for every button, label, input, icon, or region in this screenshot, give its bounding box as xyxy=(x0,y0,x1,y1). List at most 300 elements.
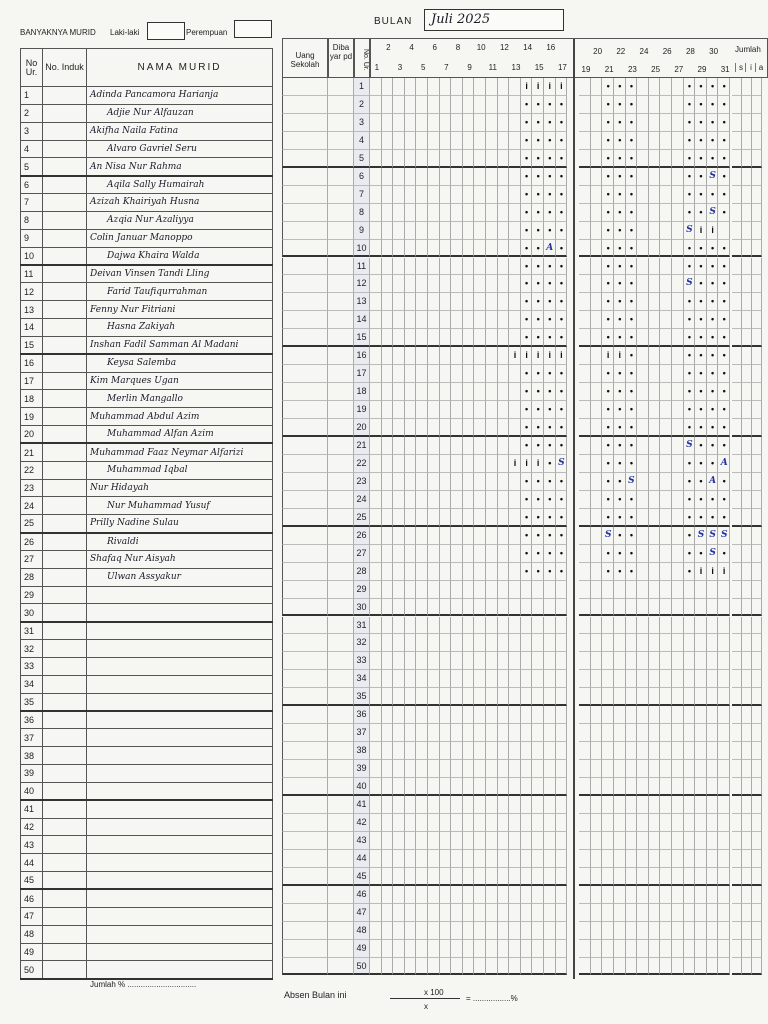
attendance-cell[interactable] xyxy=(474,329,486,347)
attendance-cell[interactable] xyxy=(428,204,440,222)
jumlah-cell[interactable] xyxy=(742,329,752,347)
attendance-cell[interactable] xyxy=(393,311,405,329)
uang-sekolah-cell[interactable] xyxy=(282,240,328,258)
attendance-cell[interactable] xyxy=(579,706,591,724)
attendance-cell[interactable] xyxy=(591,401,603,419)
attendance-cell[interactable] xyxy=(428,78,440,96)
attendance-cell[interactable] xyxy=(532,688,544,706)
attendance-cell[interactable] xyxy=(451,886,463,904)
attendance-cell[interactable] xyxy=(463,114,475,132)
attendance-cell[interactable] xyxy=(660,886,672,904)
attendance-cell[interactable] xyxy=(370,455,382,473)
attendance-cell[interactable] xyxy=(672,670,684,688)
attendance-cell[interactable] xyxy=(591,240,603,258)
attendance-cell[interactable] xyxy=(370,491,382,509)
attendance-cell[interactable] xyxy=(532,581,544,599)
attendance-cell[interactable] xyxy=(544,940,556,958)
attendance-cell[interactable] xyxy=(591,150,603,168)
attendance-cell[interactable] xyxy=(463,132,475,150)
attendance-cell[interactable] xyxy=(370,96,382,114)
student-name[interactable]: Prilly Nadine Sulau xyxy=(87,515,273,533)
attendance-cell[interactable] xyxy=(649,78,661,96)
attendance-cell[interactable] xyxy=(591,114,603,132)
attendance-cell[interactable] xyxy=(614,886,626,904)
dibayar-cell[interactable] xyxy=(328,114,354,132)
attendance-cell[interactable] xyxy=(591,617,603,635)
attendance-cell[interactable] xyxy=(486,868,498,886)
attendance-cell[interactable] xyxy=(451,796,463,814)
attendance-cell[interactable] xyxy=(718,706,730,724)
jumlah-cell[interactable] xyxy=(732,329,742,347)
attendance-cell[interactable] xyxy=(463,922,475,940)
attendance-cell[interactable] xyxy=(602,724,614,742)
attendance-cell[interactable] xyxy=(660,814,672,832)
attendance-cell[interactable] xyxy=(498,222,510,240)
attendance-cell[interactable] xyxy=(440,778,452,796)
attendance-cell[interactable] xyxy=(428,832,440,850)
attendance-cell[interactable] xyxy=(695,922,707,940)
attendance-cell[interactable] xyxy=(486,940,498,958)
attendance-cell[interactable] xyxy=(428,491,440,509)
attendance-cell[interactable] xyxy=(474,293,486,311)
no-induk-cell[interactable] xyxy=(43,479,87,497)
student-name[interactable] xyxy=(87,729,273,747)
dibayar-cell[interactable] xyxy=(328,527,354,545)
attendance-cell[interactable] xyxy=(672,275,684,293)
attendance-cell[interactable] xyxy=(474,222,486,240)
attendance-cell[interactable] xyxy=(370,563,382,581)
attendance-cell[interactable] xyxy=(684,832,696,850)
attendance-cell[interactable] xyxy=(591,365,603,383)
attendance-cell[interactable] xyxy=(660,150,672,168)
attendance-cell[interactable] xyxy=(486,509,498,527)
attendance-cell[interactable] xyxy=(672,922,684,940)
attendance-cell[interactable] xyxy=(637,204,649,222)
attendance-cell[interactable] xyxy=(405,599,417,617)
attendance-cell[interactable] xyxy=(416,688,428,706)
jumlah-cell[interactable] xyxy=(742,437,752,455)
attendance-cell[interactable] xyxy=(591,96,603,114)
attendance-cell[interactable] xyxy=(498,240,510,258)
attendance-cell[interactable] xyxy=(672,617,684,635)
attendance-cell[interactable] xyxy=(718,922,730,940)
uang-sekolah-cell[interactable] xyxy=(282,670,328,688)
attendance-cell[interactable] xyxy=(428,150,440,168)
attendance-cell[interactable] xyxy=(509,437,521,455)
jumlah-cell[interactable] xyxy=(732,401,742,419)
uang-sekolah-cell[interactable] xyxy=(282,455,328,473)
attendance-cell[interactable] xyxy=(509,419,521,437)
attendance-cell[interactable] xyxy=(382,96,394,114)
attendance-cell[interactable] xyxy=(486,401,498,419)
attendance-cell[interactable] xyxy=(451,311,463,329)
attendance-cell[interactable] xyxy=(532,724,544,742)
jumlah-cell[interactable] xyxy=(732,150,742,168)
attendance-cell[interactable] xyxy=(637,96,649,114)
attendance-cell[interactable] xyxy=(463,886,475,904)
attendance-cell[interactable] xyxy=(660,581,672,599)
attendance-cell[interactable] xyxy=(521,599,533,617)
attendance-cell[interactable] xyxy=(556,617,568,635)
jumlah-cell[interactable] xyxy=(752,563,762,581)
uang-sekolah-cell[interactable] xyxy=(282,742,328,760)
jumlah-cell[interactable] xyxy=(732,688,742,706)
attendance-cell[interactable] xyxy=(707,760,719,778)
attendance-cell[interactable] xyxy=(382,886,394,904)
attendance-cell[interactable] xyxy=(498,958,510,976)
attendance-cell[interactable] xyxy=(370,293,382,311)
attendance-cell[interactable] xyxy=(521,958,533,976)
attendance-cell[interactable] xyxy=(393,401,405,419)
attendance-cell[interactable] xyxy=(509,96,521,114)
uang-sekolah-cell[interactable] xyxy=(282,78,328,96)
attendance-cell[interactable] xyxy=(602,904,614,922)
attendance-cell[interactable] xyxy=(637,617,649,635)
attendance-cell[interactable] xyxy=(463,96,475,114)
jumlah-cell[interactable] xyxy=(752,724,762,742)
attendance-cell[interactable] xyxy=(556,652,568,670)
attendance-cell[interactable] xyxy=(532,706,544,724)
attendance-cell[interactable] xyxy=(556,958,568,976)
attendance-cell[interactable] xyxy=(637,347,649,365)
dibayar-cell[interactable] xyxy=(328,455,354,473)
attendance-cell[interactable] xyxy=(672,455,684,473)
attendance-cell[interactable] xyxy=(579,275,591,293)
attendance-cell[interactable] xyxy=(486,455,498,473)
attendance-cell[interactable] xyxy=(649,383,661,401)
attendance-cell[interactable] xyxy=(451,670,463,688)
attendance-cell[interactable] xyxy=(509,258,521,276)
attendance-cell[interactable] xyxy=(544,850,556,868)
attendance-cell[interactable] xyxy=(474,724,486,742)
attendance-cell[interactable] xyxy=(591,778,603,796)
attendance-cell[interactable] xyxy=(509,850,521,868)
attendance-cell[interactable] xyxy=(660,599,672,617)
no-induk-cell[interactable] xyxy=(43,533,87,551)
attendance-cell[interactable] xyxy=(556,922,568,940)
attendance-cell[interactable] xyxy=(532,832,544,850)
attendance-cell[interactable] xyxy=(672,832,684,850)
attendance-cell[interactable] xyxy=(498,886,510,904)
attendance-cell[interactable] xyxy=(695,850,707,868)
attendance-cell[interactable] xyxy=(440,509,452,527)
attendance-cell[interactable] xyxy=(591,688,603,706)
attendance-cell[interactable] xyxy=(428,455,440,473)
no-induk-cell[interactable] xyxy=(43,443,87,461)
attendance-cell[interactable] xyxy=(498,670,510,688)
attendance-cell[interactable] xyxy=(579,240,591,258)
attendance-cell[interactable] xyxy=(498,437,510,455)
no-induk-cell[interactable] xyxy=(43,872,87,890)
jumlah-cell[interactable] xyxy=(742,204,752,222)
attendance-cell[interactable] xyxy=(579,258,591,276)
attendance-cell[interactable] xyxy=(440,868,452,886)
student-name[interactable]: Colin Januar Manoppo xyxy=(87,229,273,247)
attendance-cell[interactable] xyxy=(405,293,417,311)
attendance-cell[interactable] xyxy=(382,581,394,599)
attendance-cell[interactable] xyxy=(440,940,452,958)
attendance-cell[interactable] xyxy=(370,311,382,329)
attendance-cell[interactable] xyxy=(405,365,417,383)
attendance-cell[interactable] xyxy=(660,563,672,581)
attendance-cell[interactable] xyxy=(684,796,696,814)
attendance-cell[interactable] xyxy=(498,204,510,222)
attendance-cell[interactable] xyxy=(614,814,626,832)
attendance-cell[interactable] xyxy=(707,670,719,688)
dibayar-cell[interactable] xyxy=(328,509,354,527)
attendance-cell[interactable] xyxy=(382,401,394,419)
attendance-cell[interactable] xyxy=(382,527,394,545)
attendance-cell[interactable] xyxy=(440,258,452,276)
attendance-cell[interactable] xyxy=(718,617,730,635)
attendance-cell[interactable] xyxy=(532,958,544,976)
dibayar-cell[interactable] xyxy=(328,96,354,114)
attendance-cell[interactable] xyxy=(591,563,603,581)
jumlah-cell[interactable] xyxy=(742,670,752,688)
no-induk-cell[interactable] xyxy=(43,693,87,711)
attendance-cell[interactable] xyxy=(672,419,684,437)
attendance-cell[interactable] xyxy=(416,240,428,258)
attendance-cell[interactable] xyxy=(393,940,405,958)
attendance-cell[interactable] xyxy=(649,940,661,958)
attendance-cell[interactable] xyxy=(707,814,719,832)
jumlah-cell[interactable] xyxy=(752,419,762,437)
attendance-cell[interactable] xyxy=(370,509,382,527)
attendance-cell[interactable] xyxy=(428,652,440,670)
attendance-cell[interactable] xyxy=(637,168,649,186)
no-induk-cell[interactable] xyxy=(43,247,87,265)
attendance-cell[interactable] xyxy=(614,778,626,796)
jumlah-cell[interactable] xyxy=(742,796,752,814)
attendance-cell[interactable] xyxy=(602,652,614,670)
jumlah-cell[interactable] xyxy=(752,760,762,778)
jumlah-cell[interactable] xyxy=(752,814,762,832)
attendance-cell[interactable] xyxy=(544,832,556,850)
attendance-cell[interactable] xyxy=(591,455,603,473)
attendance-cell[interactable] xyxy=(474,742,486,760)
dibayar-cell[interactable] xyxy=(328,670,354,688)
attendance-cell[interactable] xyxy=(405,186,417,204)
attendance-cell[interactable] xyxy=(521,670,533,688)
attendance-cell[interactable] xyxy=(451,778,463,796)
attendance-cell[interactable] xyxy=(498,760,510,778)
no-induk-cell[interactable] xyxy=(43,907,87,925)
attendance-cell[interactable] xyxy=(382,850,394,868)
attendance-cell[interactable] xyxy=(532,760,544,778)
attendance-cell[interactable] xyxy=(695,814,707,832)
attendance-cell[interactable] xyxy=(579,904,591,922)
attendance-cell[interactable] xyxy=(498,509,510,527)
attendance-cell[interactable] xyxy=(637,670,649,688)
attendance-cell[interactable] xyxy=(393,419,405,437)
student-name[interactable]: Fenny Nur Fitriani xyxy=(87,301,273,319)
attendance-cell[interactable] xyxy=(451,581,463,599)
attendance-cell[interactable] xyxy=(614,796,626,814)
student-name[interactable] xyxy=(87,961,273,979)
attendance-cell[interactable] xyxy=(718,796,730,814)
jumlah-cell[interactable] xyxy=(742,886,752,904)
attendance-cell[interactable] xyxy=(556,634,568,652)
attendance-cell[interactable] xyxy=(509,868,521,886)
attendance-cell[interactable] xyxy=(370,940,382,958)
attendance-cell[interactable] xyxy=(509,581,521,599)
attendance-cell[interactable] xyxy=(440,850,452,868)
attendance-cell[interactable] xyxy=(382,455,394,473)
attendance-cell[interactable] xyxy=(498,329,510,347)
attendance-cell[interactable] xyxy=(486,706,498,724)
attendance-cell[interactable] xyxy=(509,222,521,240)
attendance-cell[interactable] xyxy=(660,401,672,419)
attendance-cell[interactable] xyxy=(474,796,486,814)
uang-sekolah-cell[interactable] xyxy=(282,814,328,832)
student-name[interactable]: Aqila Sally Humairah xyxy=(87,176,273,194)
uang-sekolah-cell[interactable] xyxy=(282,652,328,670)
no-induk-cell[interactable] xyxy=(43,461,87,479)
attendance-cell[interactable] xyxy=(405,401,417,419)
attendance-cell[interactable] xyxy=(405,258,417,276)
attendance-cell[interactable] xyxy=(649,634,661,652)
jumlah-cell[interactable] xyxy=(742,455,752,473)
attendance-cell[interactable] xyxy=(498,940,510,958)
uang-sekolah-cell[interactable] xyxy=(282,958,328,976)
jumlah-cell[interactable] xyxy=(742,760,752,778)
attendance-cell[interactable] xyxy=(649,868,661,886)
attendance-cell[interactable] xyxy=(393,599,405,617)
attendance-cell[interactable] xyxy=(544,724,556,742)
attendance-cell[interactable] xyxy=(602,688,614,706)
attendance-cell[interactable] xyxy=(463,904,475,922)
attendance-cell[interactable] xyxy=(451,96,463,114)
attendance-cell[interactable] xyxy=(672,473,684,491)
attendance-cell[interactable] xyxy=(474,850,486,868)
attendance-cell[interactable] xyxy=(532,652,544,670)
attendance-cell[interactable] xyxy=(637,958,649,976)
jumlah-cell[interactable] xyxy=(732,455,742,473)
uang-sekolah-cell[interactable] xyxy=(282,293,328,311)
attendance-cell[interactable] xyxy=(486,634,498,652)
attendance-cell[interactable] xyxy=(405,383,417,401)
attendance-cell[interactable] xyxy=(463,455,475,473)
attendance-cell[interactable] xyxy=(591,850,603,868)
jumlah-cell[interactable] xyxy=(752,904,762,922)
no-induk-cell[interactable] xyxy=(43,943,87,961)
attendance-cell[interactable] xyxy=(451,258,463,276)
attendance-cell[interactable] xyxy=(498,706,510,724)
attendance-cell[interactable] xyxy=(451,293,463,311)
attendance-cell[interactable] xyxy=(498,850,510,868)
attendance-cell[interactable] xyxy=(684,760,696,778)
attendance-cell[interactable] xyxy=(695,706,707,724)
attendance-cell[interactable] xyxy=(556,868,568,886)
attendance-cell[interactable] xyxy=(486,365,498,383)
uang-sekolah-cell[interactable] xyxy=(282,599,328,617)
attendance-cell[interactable] xyxy=(718,814,730,832)
attendance-cell[interactable] xyxy=(440,96,452,114)
attendance-cell[interactable] xyxy=(509,401,521,419)
attendance-cell[interactable] xyxy=(626,670,638,688)
attendance-cell[interactable] xyxy=(579,311,591,329)
attendance-cell[interactable] xyxy=(416,634,428,652)
attendance-cell[interactable] xyxy=(707,688,719,706)
jumlah-cell[interactable] xyxy=(752,204,762,222)
jumlah-cell[interactable] xyxy=(732,311,742,329)
jumlah-cell[interactable] xyxy=(732,347,742,365)
attendance-cell[interactable] xyxy=(486,437,498,455)
attendance-cell[interactable] xyxy=(486,599,498,617)
attendance-cell[interactable] xyxy=(660,311,672,329)
jumlah-cell[interactable] xyxy=(752,437,762,455)
attendance-cell[interactable] xyxy=(498,652,510,670)
attendance-cell[interactable] xyxy=(649,688,661,706)
attendance-cell[interactable] xyxy=(637,455,649,473)
attendance-cell[interactable] xyxy=(637,293,649,311)
dibayar-cell[interactable] xyxy=(328,958,354,976)
attendance-cell[interactable] xyxy=(474,437,486,455)
attendance-cell[interactable] xyxy=(440,186,452,204)
student-name[interactable] xyxy=(87,658,273,676)
jumlah-cell[interactable] xyxy=(732,850,742,868)
attendance-cell[interactable] xyxy=(695,724,707,742)
attendance-cell[interactable] xyxy=(591,473,603,491)
attendance-cell[interactable] xyxy=(672,652,684,670)
attendance-cell[interactable] xyxy=(614,832,626,850)
attendance-cell[interactable] xyxy=(579,958,591,976)
student-name[interactable]: Muhammad Abdul Azim xyxy=(87,408,273,426)
dibayar-cell[interactable] xyxy=(328,634,354,652)
attendance-cell[interactable] xyxy=(451,401,463,419)
attendance-cell[interactable] xyxy=(672,150,684,168)
no-induk-cell[interactable] xyxy=(43,176,87,194)
attendance-cell[interactable] xyxy=(463,617,475,635)
attendance-cell[interactable] xyxy=(405,275,417,293)
attendance-cell[interactable] xyxy=(474,168,486,186)
attendance-cell[interactable] xyxy=(451,904,463,922)
attendance-cell[interactable] xyxy=(707,796,719,814)
attendance-cell[interactable] xyxy=(405,886,417,904)
attendance-cell[interactable] xyxy=(509,688,521,706)
attendance-cell[interactable] xyxy=(684,617,696,635)
attendance-cell[interactable] xyxy=(626,742,638,760)
attendance-cell[interactable] xyxy=(509,796,521,814)
student-name[interactable] xyxy=(87,765,273,783)
attendance-cell[interactable] xyxy=(393,473,405,491)
attendance-cell[interactable] xyxy=(509,473,521,491)
attendance-cell[interactable] xyxy=(486,652,498,670)
jumlah-cell[interactable] xyxy=(742,599,752,617)
attendance-cell[interactable] xyxy=(556,724,568,742)
attendance-cell[interactable] xyxy=(451,222,463,240)
attendance-cell[interactable] xyxy=(393,706,405,724)
attendance-cell[interactable] xyxy=(486,311,498,329)
attendance-cell[interactable] xyxy=(544,688,556,706)
jumlah-cell[interactable] xyxy=(752,150,762,168)
attendance-cell[interactable] xyxy=(451,599,463,617)
attendance-cell[interactable] xyxy=(451,204,463,222)
attendance-cell[interactable] xyxy=(428,383,440,401)
attendance-cell[interactable] xyxy=(393,222,405,240)
attendance-cell[interactable] xyxy=(486,670,498,688)
attendance-cell[interactable] xyxy=(498,293,510,311)
jumlah-cell[interactable] xyxy=(752,311,762,329)
attendance-cell[interactable] xyxy=(370,688,382,706)
attendance-cell[interactable] xyxy=(405,706,417,724)
attendance-cell[interactable] xyxy=(416,383,428,401)
attendance-cell[interactable] xyxy=(521,617,533,635)
attendance-cell[interactable] xyxy=(579,491,591,509)
attendance-cell[interactable] xyxy=(509,527,521,545)
attendance-cell[interactable] xyxy=(591,958,603,976)
attendance-cell[interactable] xyxy=(637,940,649,958)
